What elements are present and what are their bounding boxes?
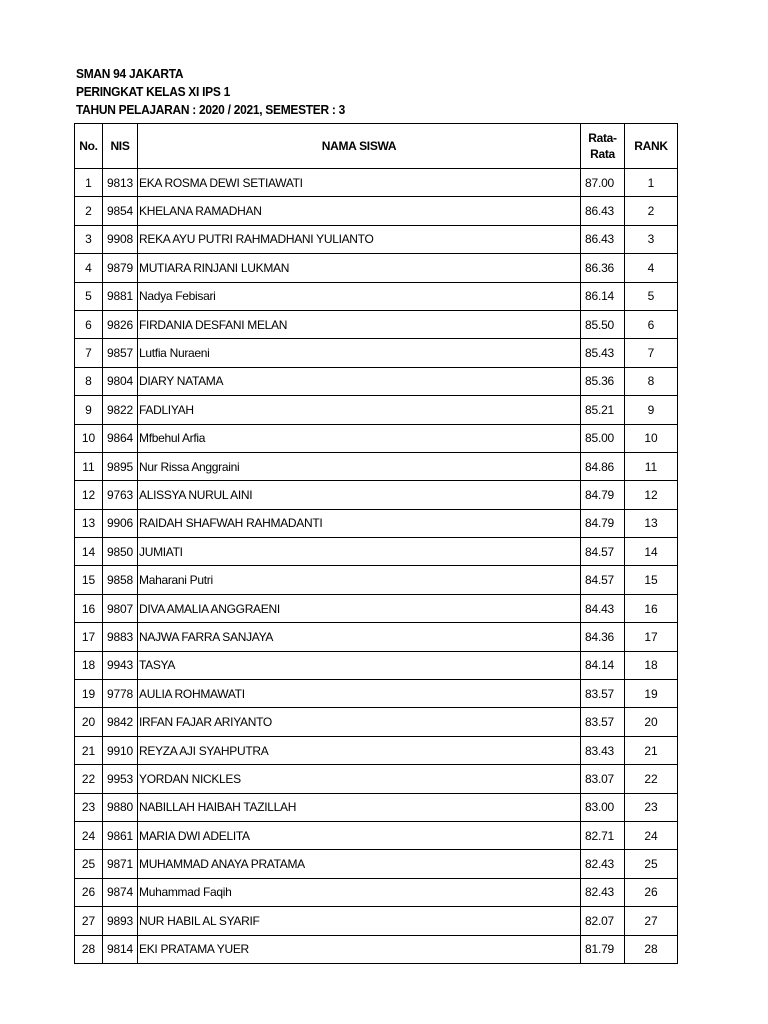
cell-no: 10 [75, 424, 103, 452]
table-row [75, 254, 678, 282]
cell-rata-rata: 82.43 [581, 850, 625, 878]
cell-rank: 5 [625, 282, 678, 310]
cell-rata-rata: 85.36 [581, 367, 625, 395]
cell-no: 16 [75, 594, 103, 622]
cell-nis: 9879 [103, 254, 138, 282]
cell-rata-rata: 86.14 [581, 282, 625, 310]
table-row [75, 282, 678, 310]
table-row [75, 452, 678, 480]
cell-rata-rata: 83.43 [581, 736, 625, 764]
cell-rata-rata: 84.14 [581, 651, 625, 679]
table-row [75, 935, 678, 963]
cell-nis: 9814 [103, 935, 138, 963]
cell-rank: 27 [625, 907, 678, 935]
table-row [75, 594, 678, 622]
table-row [75, 566, 678, 594]
cell-no: 6 [75, 310, 103, 338]
cell-rank: 22 [625, 765, 678, 793]
table-row [75, 396, 678, 424]
cell-nama: FIRDANIA DESFANI MELAN [138, 310, 581, 338]
cell-rank: 12 [625, 481, 678, 509]
cell-nis: 9850 [103, 538, 138, 566]
cell-rank: 28 [625, 935, 678, 963]
cell-no: 20 [75, 708, 103, 736]
cell-nama: Maharani Putri [138, 566, 581, 594]
cell-rank: 25 [625, 850, 678, 878]
table-body [75, 169, 678, 964]
cell-nama: Muhammad Faqih [138, 878, 581, 906]
cell-rank: 19 [625, 680, 678, 708]
cell-nama: NAJWA FARRA SANJAYA [138, 623, 581, 651]
cell-rata-rata: 85.43 [581, 339, 625, 367]
column-header-rata-rata [581, 124, 625, 169]
cell-rata-rata: 82.07 [581, 907, 625, 935]
table-row [75, 850, 678, 878]
cell-no: 24 [75, 821, 103, 849]
cell-nis: 9864 [103, 424, 138, 452]
cell-nis: 9895 [103, 452, 138, 480]
cell-rata-rata: 84.79 [581, 481, 625, 509]
cell-nama: AULIA ROHMAWATI [138, 680, 581, 708]
cell-no: 26 [75, 878, 103, 906]
table-row [75, 821, 678, 849]
cell-rata-rata: 82.71 [581, 821, 625, 849]
cell-nis: 9910 [103, 736, 138, 764]
cell-no: 5 [75, 282, 103, 310]
cell-nis: 9883 [103, 623, 138, 651]
cell-nis: 9953 [103, 765, 138, 793]
table-row [75, 481, 678, 509]
cell-no: 3 [75, 225, 103, 253]
cell-no: 9 [75, 396, 103, 424]
cell-rata-rata: 86.43 [581, 225, 625, 253]
cell-nama: IRFAN FAJAR ARIYANTO [138, 708, 581, 736]
cell-nis: 9906 [103, 509, 138, 537]
cell-rank: 14 [625, 538, 678, 566]
cell-rank: 17 [625, 623, 678, 651]
cell-nama: MUTIARA RINJANI LUKMAN [138, 254, 581, 282]
cell-rank: 3 [625, 225, 678, 253]
cell-rata-rata: 85.21 [581, 396, 625, 424]
cell-nama: YORDAN NICKLES [138, 765, 581, 793]
cell-no: 18 [75, 651, 103, 679]
cell-rata-rata: 86.36 [581, 254, 625, 282]
cell-no: 25 [75, 850, 103, 878]
cell-nis: 9880 [103, 793, 138, 821]
cell-nama: ALISSYA NURUL AINI [138, 481, 581, 509]
cell-rank: 2 [625, 197, 678, 225]
cell-no: 1 [75, 169, 103, 197]
cell-no: 14 [75, 538, 103, 566]
cell-rank: 15 [625, 566, 678, 594]
table-row [75, 651, 678, 679]
cell-rata-rata: 82.43 [581, 878, 625, 906]
cell-rank: 7 [625, 339, 678, 367]
cell-nama: KHELANA RAMADHAN [138, 197, 581, 225]
table-row [75, 424, 678, 452]
table-row [75, 339, 678, 367]
cell-nis: 9874 [103, 878, 138, 906]
cell-nama: MUHAMMAD ANAYA PRATAMA [138, 850, 581, 878]
cell-nama: DIARY NATAMA [138, 367, 581, 395]
cell-rank: 4 [625, 254, 678, 282]
cell-rata-rata: 85.50 [581, 310, 625, 338]
cell-no: 2 [75, 197, 103, 225]
cell-rata-rata: 84.57 [581, 538, 625, 566]
table-header-row [75, 124, 678, 169]
cell-no: 4 [75, 254, 103, 282]
cell-rank: 26 [625, 878, 678, 906]
cell-no: 12 [75, 481, 103, 509]
cell-nama: TASYA [138, 651, 581, 679]
cell-no: 7 [75, 339, 103, 367]
cell-no: 17 [75, 623, 103, 651]
cell-nis: 9822 [103, 396, 138, 424]
cell-nis: 9807 [103, 594, 138, 622]
cell-nama: EKI PRATAMA YUER [138, 935, 581, 963]
cell-nama: RAIDAH SHAFWAH RAHMADANTI [138, 509, 581, 537]
cell-no: 23 [75, 793, 103, 821]
table-row [75, 736, 678, 764]
table-row [75, 367, 678, 395]
table-row [75, 197, 678, 225]
cell-nama: FADLIYAH [138, 396, 581, 424]
table-row [75, 225, 678, 253]
cell-nama: DIVA AMALIA ANGGRAENI [138, 594, 581, 622]
cell-no: 8 [75, 367, 103, 395]
cell-nis: 9881 [103, 282, 138, 310]
cell-rata-rata: 83.00 [581, 793, 625, 821]
cell-rata-rata: 81.79 [581, 935, 625, 963]
cell-nama: NABILLAH HAIBAH TAZILLAH [138, 793, 581, 821]
column-header-nama: NAMA SISWA [138, 124, 581, 169]
cell-rank: 1 [625, 169, 678, 197]
cell-no: 19 [75, 680, 103, 708]
cell-nis: 9858 [103, 566, 138, 594]
cell-nis: 9943 [103, 651, 138, 679]
column-header-nis: NIS [103, 124, 138, 169]
cell-rank: 9 [625, 396, 678, 424]
cell-nis: 9804 [103, 367, 138, 395]
cell-nis: 9826 [103, 310, 138, 338]
cell-rata-rata: 83.57 [581, 680, 625, 708]
table-row [75, 907, 678, 935]
column-header-rank: RANK [625, 124, 678, 169]
cell-nis: 9893 [103, 907, 138, 935]
table-row [75, 623, 678, 651]
cell-nis: 9861 [103, 821, 138, 849]
cell-rank: 18 [625, 651, 678, 679]
cell-no: 11 [75, 452, 103, 480]
table-row [75, 793, 678, 821]
cell-rata-rata: 87.00 [581, 169, 625, 197]
school-name: SMAN 94 JAKARTA [76, 66, 184, 81]
cell-no: 28 [75, 935, 103, 963]
table-row [75, 169, 678, 197]
cell-rank: 10 [625, 424, 678, 452]
document-title: PERINGKAT KELAS XI IPS 1 [76, 84, 230, 99]
cell-nis: 9908 [103, 225, 138, 253]
cell-no: 21 [75, 736, 103, 764]
cell-rank: 6 [625, 310, 678, 338]
table-row [75, 708, 678, 736]
table-row [75, 310, 678, 338]
cell-no: 13 [75, 509, 103, 537]
cell-rank: 21 [625, 736, 678, 764]
cell-nis: 9871 [103, 850, 138, 878]
column-header-rata-line2: Rata [590, 147, 615, 161]
cell-rata-rata: 86.43 [581, 197, 625, 225]
cell-nama: REYZA AJI SYAHPUTRA [138, 736, 581, 764]
cell-nama: MARIA DWI ADELITA [138, 821, 581, 849]
table-row [75, 680, 678, 708]
cell-no: 22 [75, 765, 103, 793]
cell-rata-rata: 84.57 [581, 566, 625, 594]
table-row [75, 509, 678, 537]
cell-rank: 16 [625, 594, 678, 622]
cell-rank: 20 [625, 708, 678, 736]
cell-nis: 9763 [103, 481, 138, 509]
cell-rank: 13 [625, 509, 678, 537]
table-row [75, 878, 678, 906]
cell-rata-rata: 85.00 [581, 424, 625, 452]
cell-rank: 23 [625, 793, 678, 821]
cell-nis: 9813 [103, 169, 138, 197]
cell-rata-rata: 83.07 [581, 765, 625, 793]
academic-period: TAHUN PELAJARAN : 2020 / 2021, SEMESTER : 3 [76, 102, 346, 117]
cell-nama: NUR HABIL AL SYARIF [138, 907, 581, 935]
cell-nama: REKA AYU PUTRI RAHMADHANI YULIANTO [138, 225, 581, 253]
cell-rank: 24 [625, 821, 678, 849]
column-header-rata-line1: Rata- [588, 131, 617, 145]
cell-nama: EKA ROSMA DEWI SETIAWATI [138, 169, 581, 197]
column-header-no: No. [75, 124, 103, 169]
cell-rank: 11 [625, 452, 678, 480]
cell-rata-rata: 84.43 [581, 594, 625, 622]
cell-nama: Nadya Febisari [138, 282, 581, 310]
cell-rata-rata: 84.86 [581, 452, 625, 480]
document-header [76, 65, 345, 119]
cell-nis: 9778 [103, 680, 138, 708]
cell-no: 15 [75, 566, 103, 594]
table-row [75, 538, 678, 566]
cell-rata-rata: 84.36 [581, 623, 625, 651]
cell-no: 27 [75, 907, 103, 935]
cell-nama: JUMIATI [138, 538, 581, 566]
cell-nama: Lutfia Nuraeni [138, 339, 581, 367]
cell-nama: Nur Rissa Anggraini [138, 452, 581, 480]
cell-rata-rata: 83.57 [581, 708, 625, 736]
cell-rata-rata: 84.79 [581, 509, 625, 537]
cell-nis: 9842 [103, 708, 138, 736]
cell-nis: 9854 [103, 197, 138, 225]
table-row [75, 765, 678, 793]
cell-rank: 8 [625, 367, 678, 395]
cell-nis: 9857 [103, 339, 138, 367]
cell-nama: Mfbehul Arfia [138, 424, 581, 452]
ranking-table [74, 123, 678, 964]
